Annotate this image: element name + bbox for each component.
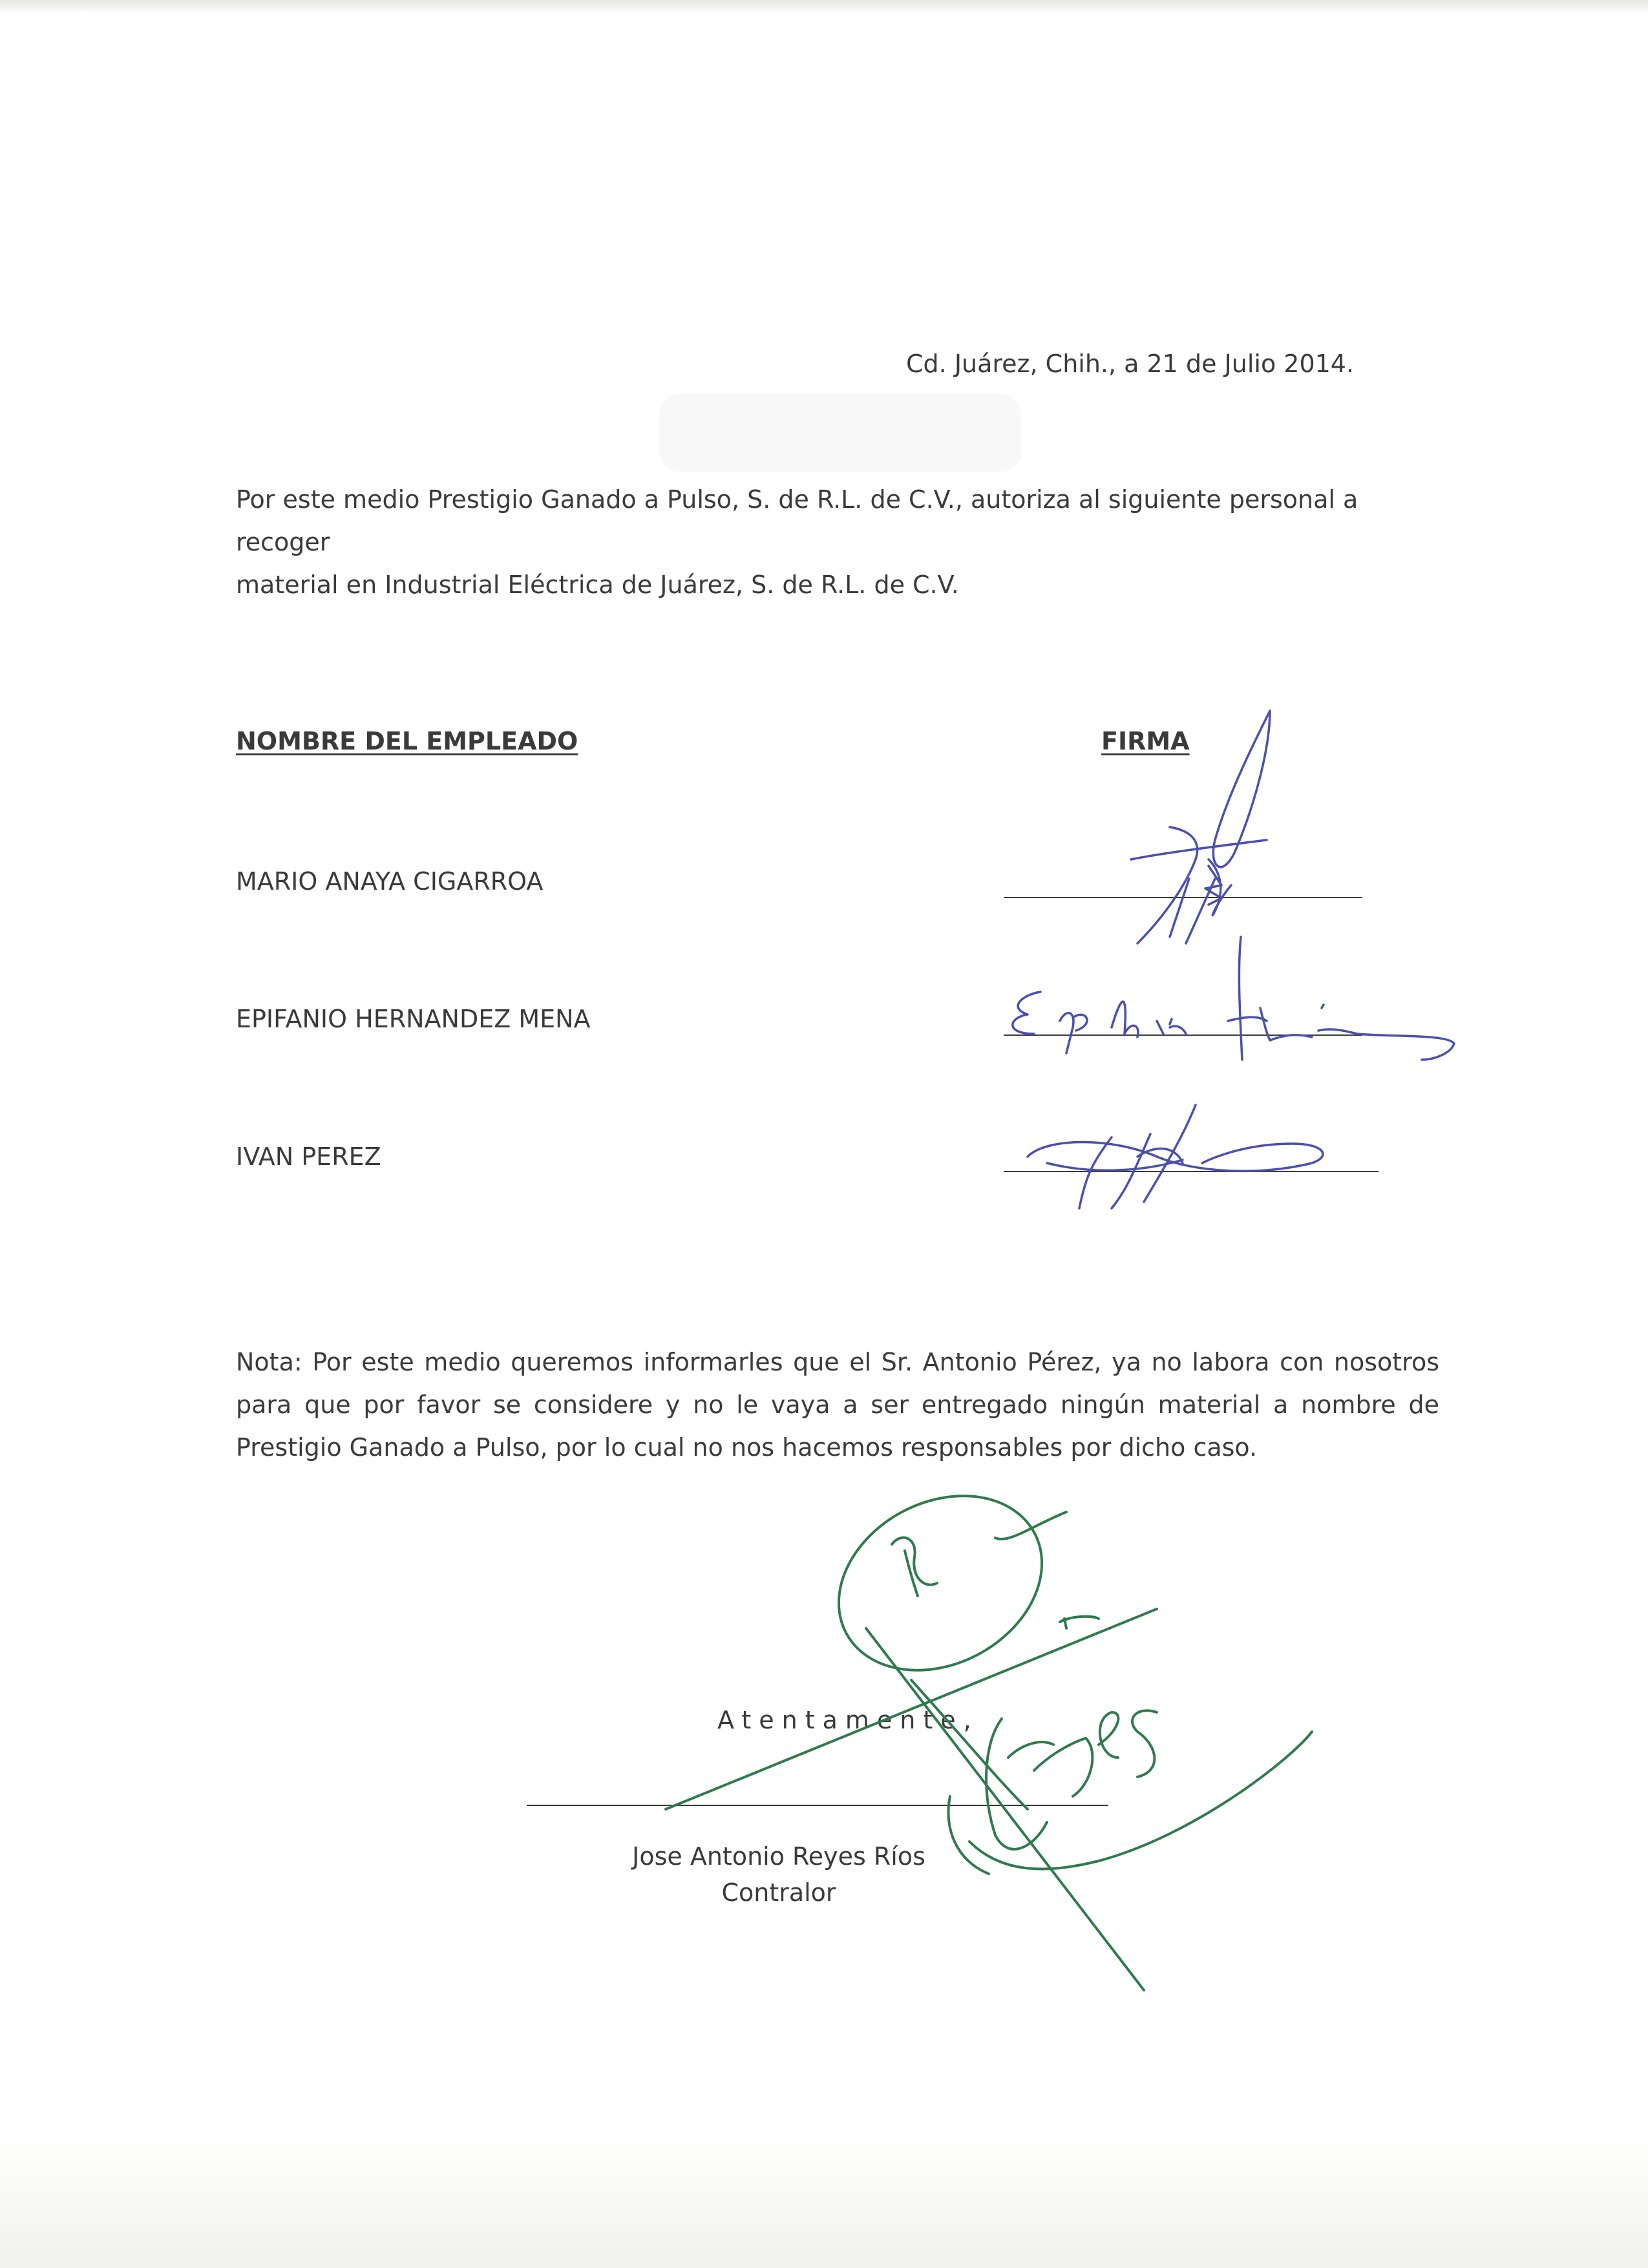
signature-line xyxy=(1004,1034,1362,1036)
note-line: para que por favor se considere y no le vaya a ser entregado ningún material a nombre de xyxy=(236,1391,1439,1419)
signature-epifanio xyxy=(1013,937,1454,1060)
signature-line xyxy=(1004,897,1362,898)
signer-block xyxy=(527,1838,1031,1911)
note-line: Nota: Por este medio queremos informarles que el Sr. Antonio Pérez, ya no labora con nosotros xyxy=(236,1348,1439,1376)
scan-edge-bottom xyxy=(0,2132,1648,2268)
signature-line xyxy=(1004,1171,1379,1172)
scan-edge-top xyxy=(0,0,1648,14)
scan-smudge xyxy=(659,394,1021,472)
signature-header: FIRMA xyxy=(1101,727,1190,755)
intro-line: material en Industrial Eléctrica de Juárez, S. de R.L. de C.V. xyxy=(236,571,959,599)
signer-name: Jose Antonio Reyes Ríos xyxy=(632,1842,925,1871)
intro-line: Por este medio Prestigio Ganado a Pulso, S. de R.L. de C.V., autoriza al siguiente personal a recoger xyxy=(236,485,1358,556)
employee-name: MARIO ANAYA CIGARROA xyxy=(236,867,544,896)
note-paragraph xyxy=(236,1341,1439,1469)
employee-name: EPIFANIO HERNANDEZ MENA xyxy=(236,1005,591,1033)
employee-name-header: NOMBRE DEL EMPLEADO xyxy=(236,727,578,755)
closing-salutation: Atentamente, xyxy=(717,1706,979,1734)
note-line: Prestigio Ganado a Pulso, por lo cual no nos hacemos responsables por dicho caso. xyxy=(236,1433,1258,1462)
intro-paragraph xyxy=(236,478,1438,606)
signer-signature-line xyxy=(527,1805,1108,1806)
signer-title: Contralor xyxy=(721,1878,836,1907)
signature-ivan xyxy=(1028,1105,1323,1208)
place-date: Cd. Juárez, Chih., a 21 de Julio 2014. xyxy=(906,350,1355,378)
employee-name: IVAN PEREZ xyxy=(236,1142,381,1171)
